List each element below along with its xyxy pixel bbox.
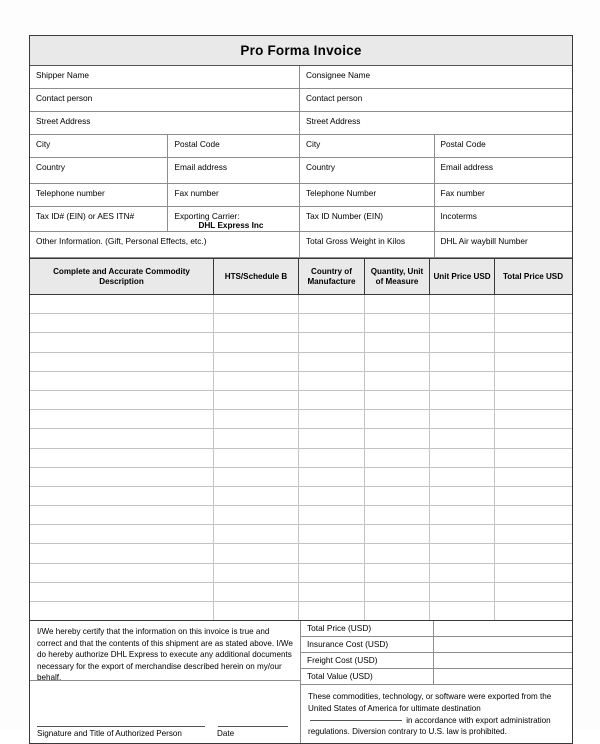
cell-quantity[interactable] — [365, 602, 430, 620]
cell-description[interactable] — [30, 468, 214, 486]
cell-total-price[interactable] — [495, 372, 571, 390]
cell-country[interactable] — [299, 372, 365, 390]
cell-hts[interactable] — [214, 506, 299, 524]
cell-quantity[interactable] — [365, 583, 430, 601]
exporting-carrier-value: DHL Express Inc — [198, 221, 264, 231]
footer-right — [301, 621, 572, 743]
cell-country[interactable] — [299, 314, 365, 332]
totals-row — [301, 653, 572, 669]
field-shipper-telephone[interactable]: Telephone number — [30, 184, 168, 206]
cell-quantity[interactable] — [365, 525, 430, 543]
field-shipper-postal[interactable]: Postal Code — [168, 135, 300, 157]
field-consignee-postal[interactable]: Postal Code — [440, 139, 486, 149]
cell-description[interactable] — [30, 429, 214, 447]
table-row[interactable] — [30, 602, 572, 620]
cell-total-price[interactable] — [495, 333, 571, 351]
field-shipper-taxid[interactable]: Tax ID# (EIN) or AES ITN# — [30, 207, 168, 231]
cell-description[interactable] — [30, 353, 214, 371]
column-header-total-price: Total Price USD — [502, 271, 564, 281]
field-shipper-country[interactable]: Country — [30, 158, 168, 183]
destination-blank-line[interactable] — [310, 720, 402, 721]
totals-row — [301, 669, 572, 685]
cell-country[interactable] — [299, 506, 365, 524]
cell-hts[interactable] — [214, 391, 299, 409]
field-consignee-city[interactable]: City — [300, 135, 435, 157]
cell-unit-price[interactable] — [430, 544, 495, 562]
totals-label: Freight Cost (USD) — [301, 653, 434, 668]
totals-list — [301, 621, 572, 685]
cell-unit-price[interactable] — [430, 583, 495, 601]
field-shipper-city[interactable]: City — [30, 135, 168, 157]
field-shipper-name[interactable]: Shipper Name — [30, 66, 300, 88]
cell-description[interactable] — [30, 333, 214, 351]
cell-unit-price[interactable] — [430, 429, 495, 447]
cell-country[interactable] — [299, 295, 365, 313]
cell-country[interactable] — [299, 602, 365, 620]
cell-country[interactable] — [299, 391, 365, 409]
column-header-hts: HTS/Schedule B — [214, 259, 299, 294]
cell-hts[interactable] — [214, 429, 299, 447]
cell-quantity[interactable] — [365, 410, 430, 428]
totals-label: Total Price (USD) — [301, 621, 434, 636]
row-contact — [30, 89, 572, 112]
row-telephone-fax — [30, 184, 572, 207]
cell-description[interactable] — [30, 487, 214, 505]
cell-description[interactable] — [30, 602, 214, 620]
cell-country[interactable] — [299, 429, 365, 447]
table-row[interactable] — [30, 391, 572, 410]
column-header-country-of-manufacture: Country of Manufacture — [299, 259, 365, 294]
cell-total-price[interactable] — [495, 449, 571, 467]
export-note-part2: in accordance with export administration regulations. Diversion contrary to U.S. law is prohibited. — [308, 715, 551, 737]
document-title-bar — [30, 36, 572, 66]
field-consignee-fax[interactable]: Fax number — [440, 188, 485, 198]
cell-hts[interactable] — [214, 295, 299, 313]
field-consignee-telephone[interactable]: Telephone Number — [300, 184, 435, 206]
totals-label: Insurance Cost (USD) — [301, 637, 434, 652]
cell-quantity[interactable] — [365, 544, 430, 562]
cell-quantity[interactable] — [365, 353, 430, 371]
cell-total-price[interactable] — [495, 295, 571, 313]
table-row[interactable] — [30, 410, 572, 429]
commodity-table-header — [30, 259, 572, 295]
field-shipper-street[interactable]: Street Address — [30, 112, 300, 134]
cell-description[interactable] — [30, 544, 214, 562]
cell-total-price[interactable] — [495, 391, 571, 409]
cell-quantity[interactable] — [365, 487, 430, 505]
field-consignee-street[interactable]: Street Address — [306, 116, 361, 126]
cell-description[interactable] — [30, 295, 214, 313]
row-city-postal — [30, 135, 572, 158]
cell-quantity[interactable] — [365, 391, 430, 409]
column-header-description: Complete and Accurate Commodity Description — [30, 259, 214, 294]
cell-hts[interactable] — [214, 602, 299, 620]
cell-country[interactable] — [299, 525, 365, 543]
cell-hts[interactable] — [214, 544, 299, 562]
totals-value[interactable] — [434, 653, 572, 668]
cell-hts[interactable] — [214, 449, 299, 467]
signature-line[interactable] — [37, 726, 205, 727]
totals-label: Total Value (USD) — [301, 669, 434, 684]
page-title: Pro Forma Invoice — [240, 43, 362, 58]
commodity-table-body — [30, 295, 572, 620]
cell-country[interactable] — [299, 353, 365, 371]
cell-unit-price[interactable] — [430, 564, 495, 582]
cell-unit-price[interactable] — [430, 506, 495, 524]
certification-text: I/We hereby certify that the information on this invoice is true and correct and that the contents of this shipment are as stated above. I/We do hereby authorize DHL Express to execute any additional documents necessary for the export of merchandise described herein on my/our behalf. — [30, 621, 300, 681]
row-taxid-carrier — [30, 207, 572, 232]
column-header-unit-price: Unit Price USD — [430, 259, 495, 294]
cell-quantity[interactable] — [365, 372, 430, 390]
cell-quantity[interactable] — [365, 429, 430, 447]
cell-total-price[interactable] — [495, 583, 571, 601]
cell-country[interactable] — [299, 333, 365, 351]
cell-description[interactable] — [30, 564, 214, 582]
signature-labels — [37, 729, 295, 738]
footer-section — [30, 620, 572, 743]
table-row[interactable] — [30, 487, 572, 506]
field-consignee-taxid[interactable]: Tax ID Number (EIN) — [300, 207, 435, 231]
table-row[interactable] — [30, 525, 572, 544]
export-declaration-note — [301, 685, 572, 743]
field-exporting-carrier[interactable] — [168, 207, 300, 231]
cell-total-price[interactable] — [495, 468, 571, 486]
cell-description[interactable] — [30, 372, 214, 390]
table-row[interactable] — [30, 353, 572, 372]
cell-hts[interactable] — [214, 314, 299, 332]
field-incoterms[interactable]: Incoterms — [440, 211, 477, 221]
cell-quantity[interactable] — [365, 449, 430, 467]
cell-hts[interactable] — [214, 583, 299, 601]
signature-label: Signature and Title of Authorized Person — [37, 729, 182, 739]
table-row[interactable] — [30, 583, 572, 602]
cell-unit-price[interactable] — [430, 602, 495, 620]
table-row[interactable] — [30, 333, 572, 352]
table-row[interactable] — [30, 372, 572, 391]
cell-country[interactable] — [299, 564, 365, 582]
field-consignee-contact[interactable]: Contact person — [306, 93, 363, 103]
cell-total-price[interactable] — [495, 353, 571, 371]
totals-row — [301, 637, 572, 653]
date-line[interactable] — [218, 726, 288, 727]
field-other-information[interactable]: Other Information. (Gift, Personal Effects, etc.) — [30, 232, 300, 257]
column-header-quantity: Quantity, Unit of Measure — [365, 259, 430, 294]
cell-unit-price[interactable] — [430, 372, 495, 390]
date-label: Date — [217, 729, 235, 739]
row-street — [30, 112, 572, 135]
cell-unit-price[interactable] — [430, 333, 495, 351]
export-note-part1: These commodities, technology, or software were exported from the United States of America for ultimate destination — [308, 692, 552, 713]
cell-description[interactable] — [30, 410, 214, 428]
totals-value[interactable] — [434, 669, 572, 684]
row-names — [30, 66, 572, 89]
cell-hts[interactable] — [214, 410, 299, 428]
cell-hts[interactable] — [214, 564, 299, 582]
commodity-table — [30, 258, 572, 620]
totals-row — [301, 621, 572, 637]
cell-unit-price[interactable] — [430, 314, 495, 332]
field-consignee-name[interactable]: Consignee Name — [306, 70, 371, 80]
cell-unit-price[interactable] — [430, 353, 495, 371]
cell-unit-price[interactable] — [430, 487, 495, 505]
field-shipper-email[interactable]: Email address — [168, 158, 300, 183]
table-row[interactable] — [30, 544, 572, 563]
totals-value[interactable] — [434, 637, 572, 652]
cell-unit-price[interactable] — [430, 468, 495, 486]
row-other-info — [30, 232, 572, 258]
cell-country[interactable] — [299, 583, 365, 601]
cell-hts[interactable] — [214, 487, 299, 505]
table-row[interactable] — [30, 449, 572, 468]
field-shipper-fax[interactable]: Fax number — [168, 184, 300, 206]
cell-total-price[interactable] — [495, 506, 571, 524]
cell-quantity[interactable] — [365, 506, 430, 524]
table-row[interactable] — [30, 295, 572, 314]
table-row[interactable] — [30, 314, 572, 333]
cell-unit-price[interactable] — [430, 295, 495, 313]
cell-total-price[interactable] — [495, 429, 571, 447]
cell-description[interactable] — [30, 525, 214, 543]
field-gross-weight[interactable]: Total Gross Weight in Kilos — [300, 232, 435, 257]
cell-description[interactable] — [30, 506, 214, 524]
cell-total-price[interactable] — [495, 564, 571, 582]
cell-description[interactable] — [30, 391, 214, 409]
cell-unit-price[interactable] — [430, 410, 495, 428]
row-country-email — [30, 158, 572, 184]
cell-hts[interactable] — [214, 333, 299, 351]
table-row[interactable] — [30, 506, 572, 525]
field-consignee-email[interactable]: Email address — [440, 162, 494, 172]
table-row[interactable] — [30, 564, 572, 583]
signature-box[interactable] — [30, 681, 300, 739]
cell-hts[interactable] — [214, 468, 299, 486]
cell-total-price[interactable] — [495, 602, 571, 620]
table-row[interactable] — [30, 429, 572, 448]
cell-description[interactable] — [30, 314, 214, 332]
cell-total-price[interactable] — [495, 487, 571, 505]
cell-country[interactable] — [299, 544, 365, 562]
cell-quantity[interactable] — [365, 295, 430, 313]
invoice-sheet — [29, 35, 573, 744]
cell-country[interactable] — [299, 410, 365, 428]
cell-total-price[interactable] — [495, 525, 571, 543]
field-shipper-contact[interactable]: Contact person — [30, 89, 300, 111]
cell-unit-price[interactable] — [430, 449, 495, 467]
exporting-carrier-label: Exporting Carrier: — [174, 211, 240, 221]
cell-unit-price[interactable] — [430, 525, 495, 543]
totals-value[interactable] — [434, 621, 572, 636]
cell-total-price[interactable] — [495, 314, 571, 332]
cell-unit-price[interactable] — [430, 391, 495, 409]
cell-country[interactable] — [299, 468, 365, 486]
field-consignee-country[interactable]: Country — [300, 158, 435, 183]
cell-description[interactable] — [30, 583, 214, 601]
cell-quantity[interactable] — [365, 314, 430, 332]
cell-quantity[interactable] — [365, 564, 430, 582]
cell-total-price[interactable] — [495, 410, 571, 428]
cell-description[interactable] — [30, 449, 214, 467]
cell-hts[interactable] — [214, 353, 299, 371]
cell-total-price[interactable] — [495, 544, 571, 562]
footer-left — [30, 621, 301, 743]
field-airwaybill-number[interactable]: DHL Air waybill Number — [440, 236, 528, 246]
cell-hts[interactable] — [214, 525, 299, 543]
cell-quantity[interactable] — [365, 468, 430, 486]
table-row[interactable] — [30, 468, 572, 487]
cell-country[interactable] — [299, 449, 365, 467]
cell-country[interactable] — [299, 487, 365, 505]
cell-quantity[interactable] — [365, 333, 430, 351]
cell-hts[interactable] — [214, 372, 299, 390]
